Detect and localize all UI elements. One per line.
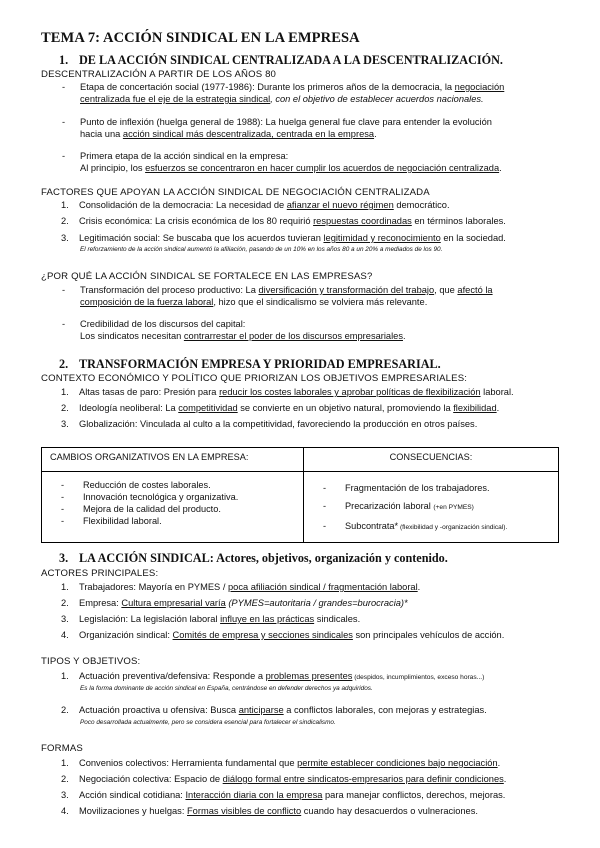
forma-movilizaciones: 4. Movilizaciones y huelgas: Formas visibles de conflicto cuando hay desacuerdos o vulneraciones. xyxy=(61,806,478,816)
bullet-concertacion: - Etapa de concertación social (1977-1986): Durante los primeros años de la democracia, la negociación xyxy=(62,82,505,92)
forma-convenios: 1. Convenios colectivos: Herramienta fundamental que permite establecer condiciones bajo negociación. xyxy=(61,758,501,768)
tipo-preventiva: 1. Actuación preventiva/defensiva: Responde a problemas presentes (despidos, incumplimientos, exceso horas...) xyxy=(61,671,485,681)
forma-negociacion: 2. Negociación colectiva: Espacio de diálogo formal entre sindicatos-empresarios para definir condiciones. xyxy=(61,774,507,784)
table-header-consecuencias: CONSECUENCIAS: xyxy=(304,448,559,472)
section-1-title: DE LA ACCIÓN SINDICAL CENTRALIZADA A LA DESCENTRALIZACIÓN. xyxy=(79,53,503,67)
list-item: - Precarización laboral (+en PYMES) xyxy=(323,501,474,511)
subheading-factores: FACTORES QUE APOYAN LA ACCIÓN SINDICAL DE NEGOCIACIÓN CENTRALIZADA xyxy=(41,187,430,198)
actor-organizacion: 4. Organización sindical: Comités de empresa y secciones sindicales son principales vehículos de acción. xyxy=(61,630,505,640)
subheading-formas: FORMAS xyxy=(41,743,83,754)
list-item: - Mejora de la calidad del producto. xyxy=(61,504,221,514)
section-1-number: 1. xyxy=(59,53,69,67)
factor-democracia: 1. Consolidación de la democracia: La necesidad de afianzar el nuevo régimen democrático. xyxy=(61,200,450,210)
bullet-primera-etapa: - Primera etapa de la acción sindical en la empresa: xyxy=(62,151,289,161)
factor-note: El reforzamiento de la acción sindical aumentó la afiliación, pasando de un 10% en los años 80 a un 20% a mediados de los 90. xyxy=(80,246,443,253)
table-cell-consecuencias xyxy=(304,472,559,543)
tipo-proactiva: 2. Actuación proactiva u ofensiva: Busca anticiparse a conflictos laborales, con mejoras y estrategias. xyxy=(61,705,487,715)
cambios-consecuencias-table xyxy=(41,447,559,543)
tipo-preventiva-note: Es la forma dominante de acción sindical en España, centrándose en defender derechos ya adquiridos. xyxy=(80,685,373,692)
forma-cotidiana: 3. Acción sindical cotidiana: Interacción diaria con la empresa para manejar conflictos, derechos, mejoras. xyxy=(61,790,506,800)
list-item: - Subcontrata* (flexibilidad y -organización sindical). xyxy=(323,521,508,531)
factor-crisis: 2. Crisis económica: La crisis económica de los 80 requirió respuestas coordinadas en términos laborales. xyxy=(61,216,506,226)
subheading-descentralizacion: DESCENTRALIZACIÓN A PARTIR DE LOS AÑOS 80 xyxy=(41,69,277,80)
section-2-title: TRANSFORMACIÓN EMPRESA Y PRIORIDAD EMPRESARIAL. xyxy=(79,357,441,371)
subheading-actores: ACTORES PRINCIPALES: xyxy=(41,568,159,579)
bullet-primera-etapa-cont: Al principio, los esfuerzos se concentraron en hacer cumplir los acuerdos de negociación centralizada. xyxy=(80,163,502,173)
subheading-tipos: TIPOS Y OBJETIVOS: xyxy=(41,656,141,667)
subheading-contexto: CONTEXTO ECONÓMICO Y POLÍTICO QUE PRIORIZAN LOS OBJETIVOS EMPRESARIALES: xyxy=(41,373,468,384)
section-3-number: 3. xyxy=(59,551,69,565)
table-header-cambios: CAMBIOS ORGANIZATIVOS EN LA EMPRESA: xyxy=(42,448,304,472)
list-item: - Reducción de costes laborales. xyxy=(61,480,211,490)
section-2-heading xyxy=(59,357,441,372)
document-title: TEMA 7: ACCIÓN SINDICAL EN LA EMPRESA xyxy=(41,30,360,46)
bullet-inflexion-cont: hacia una acción sindical más descentralizada, centrada en la empresa. xyxy=(80,129,377,139)
bullet-credibilidad-cont: Los sindicatos necesitan contrarrestar el poder de los discursos empresariales. xyxy=(80,331,406,341)
contexto-paro: 1. Altas tasas de paro: Presión para reducir los costes laborales y aprobar políticas de flexibilización laboral. xyxy=(61,387,514,397)
contexto-neoliberal: 2. Ideología neoliberal: La competitividad se convierte en un objetivo natural, promoviendo la flexibilidad. xyxy=(61,403,500,413)
actor-trabajadores: 1. Trabajadores: Mayoría en PYMES / poca afiliación sindical / fragmentación laboral. xyxy=(61,582,421,592)
section-2-number: 2. xyxy=(59,357,69,371)
factor-legitimacion: 3. Legitimación social: Se buscaba que los acuerdos tuvieran legitimidad y reconocimiento en la sociedad. xyxy=(61,233,506,243)
tipo-proactiva-note: Poco desarrollada actualmente, pero se considera esencial para fortalecer el sindicalismo. xyxy=(80,719,336,726)
bullet-transformacion: - Transformación del proceso productivo: La diversificación y transformación del trabajo, que afectó la xyxy=(62,285,493,295)
list-item: - Fragmentación de los trabajadores. xyxy=(323,483,490,493)
bullet-credibilidad: - Credibilidad de los discursos del capital: xyxy=(62,319,246,329)
actor-legislacion: 3. Legislación: La legislación laboral influye en las prácticas sindicales. xyxy=(61,614,361,624)
bullet-inflexion: - Punto de inflexión (huelga general de 1988): La huelga general fue clave para entender la evolución xyxy=(62,117,492,127)
list-item: - Flexibilidad laboral. xyxy=(61,516,162,526)
table-cell-cambios xyxy=(42,472,304,543)
actor-empresa: 2. Empresa: Cultura empresarial varía (PYMES=autoritaria / grandes=burocracia)* xyxy=(61,598,408,608)
section-1-heading xyxy=(59,53,503,68)
bullet-concertacion-cont: centralizada fue el eje de la estrategia sindical, con el objetivo de establecer acuerdos nacionales. xyxy=(80,94,484,104)
list-item: - Innovación tecnológica y organizativa. xyxy=(61,492,239,502)
contexto-globalizacion: 3. Globalización: Vinculada al culto a la competitividad, favoreciendo la producción en otros países. xyxy=(61,419,478,429)
section-3-title: LA ACCIÓN SINDICAL: Actores, objetivos, organización y contenido. xyxy=(79,551,448,565)
section-3-heading xyxy=(59,551,448,566)
bullet-transformacion-cont: composición de la fuerza laboral, hizo que el sindicalismo se volviera más relevante. xyxy=(80,297,428,307)
subheading-por-que: ¿POR QUÉ LA ACCIÓN SINDICAL SE FORTALECE EN LAS EMPRESAS? xyxy=(41,271,373,282)
